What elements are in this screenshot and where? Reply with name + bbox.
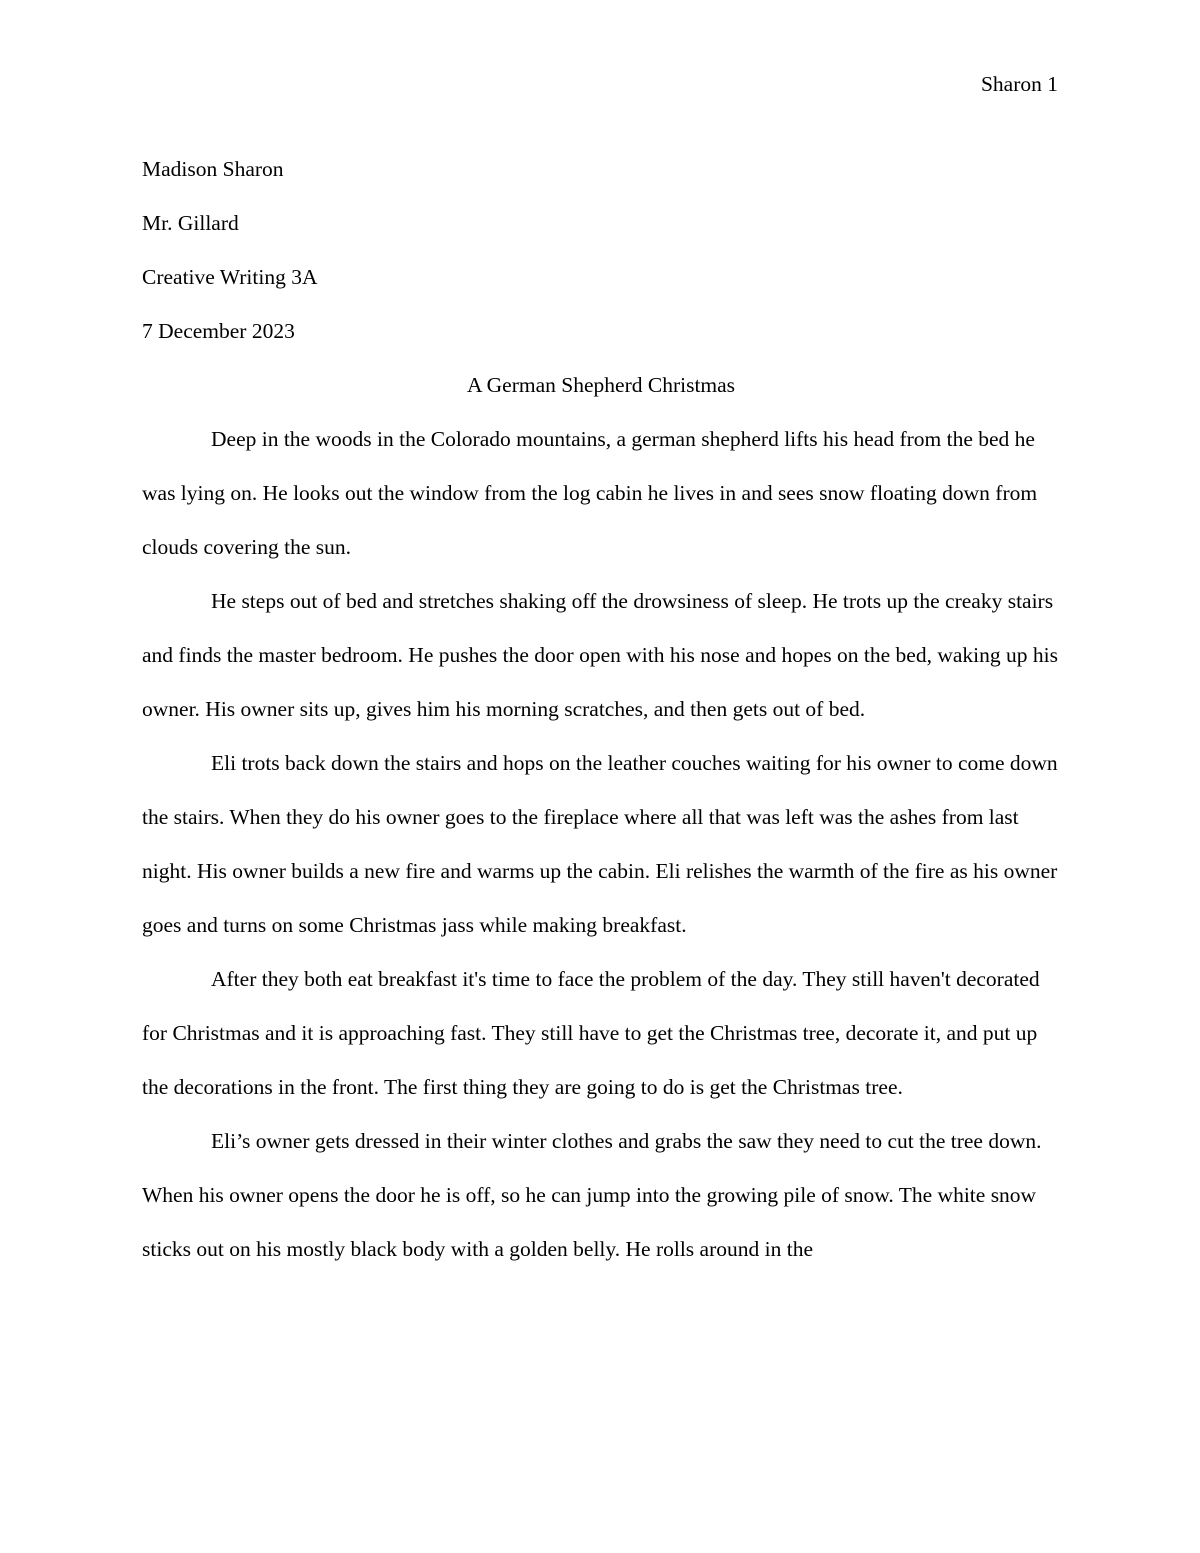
date: 7 December 2023 <box>142 319 295 343</box>
running-head: Sharon 1 <box>980 72 1058 96</box>
paragraph: After they both eat breakfast it's time to face the problem of the day. They still haven't decorated for Christmas and it is approaching fast. They still have to get the Christmas tree, decorate it, and put up the decorations in the front. The first thing they are going to do is get the Christmas tree. <box>142 967 1040 1099</box>
student-name: Madison Sharon <box>142 157 284 181</box>
paragraph: Eli’s owner gets dressed in their winter clothes and grabs the saw they need to cut the tree down. When his owner opens the door he is off, so he can jump into the growing pile of snow. The white snow sticks out on his mostly black body with a golden belly. He rolls around in the <box>142 1129 1042 1261</box>
essay-title: A German Shepherd Christmas <box>466 373 736 397</box>
course-name: Creative Writing 3A <box>142 265 318 289</box>
instructor-name: Mr. Gillard <box>142 211 239 235</box>
paragraph: Deep in the woods in the Colorado mountains, a german shepherd lifts his head from the bed he was lying on. He looks out the window from the log cabin he lives in and sees snow floating down from clouds covering the sun. <box>142 427 1038 559</box>
paragraph: Eli trots back down the stairs and hops on the leather couches waiting for his owner to come down the stairs. When they do his owner goes to the fireplace where all that was left was the ashes from last night. His owner builds a new fire and warms up the cabin. Eli relishes the warmth of the fire as his owner goes and turns on some Christmas jass while making breakfast. <box>142 751 1058 937</box>
paragraph: He steps out of bed and stretches shaking off the drowsiness of sleep. He trots up the creaky stairs and finds the master bedroom. He pushes the door open with his nose and hopes on the bed, waking up his owner. His owner sits up, gives him his morning scratches, and then gets out of bed. <box>142 589 1058 721</box>
document-body <box>142 142 1060 1276</box>
